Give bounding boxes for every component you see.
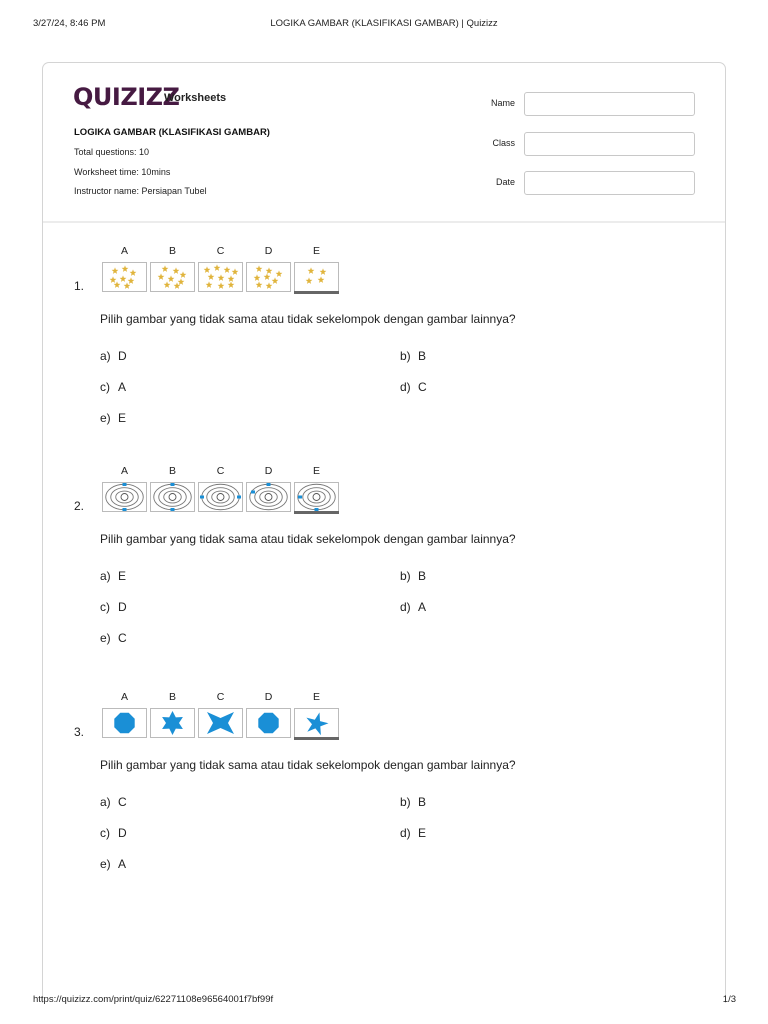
center-mark	[121, 494, 128, 501]
option-letters	[102, 691, 342, 705]
answer-option[interactable]	[400, 795, 426, 809]
option-value: B	[418, 795, 427, 809]
star-mark	[112, 267, 119, 274]
marker-dot	[237, 496, 241, 499]
center-mark	[313, 494, 320, 501]
figure-letter: D	[264, 245, 273, 257]
figure-letter: A	[120, 245, 128, 257]
option-value: C	[418, 380, 427, 394]
question-text: Pilih gambar yang tidak sama atau tidak sekelompok dengan gambar lainnya?	[100, 312, 516, 326]
figure-image	[103, 263, 146, 291]
ring-mark	[116, 491, 134, 503]
answer-option[interactable]	[100, 795, 127, 809]
name-label: Name	[490, 98, 515, 108]
star-mark	[266, 282, 273, 289]
option-key: e)	[100, 857, 111, 871]
worksheet-time: Worksheet time: 10mins	[74, 167, 171, 177]
figure-letter: E	[312, 465, 320, 477]
name-field[interactable]	[524, 92, 695, 116]
star-mark	[254, 274, 261, 281]
marker-dot	[298, 496, 302, 499]
star-mark	[204, 266, 211, 273]
option-letters	[102, 465, 342, 479]
ring-mark	[212, 491, 230, 503]
figure-letter: C	[216, 691, 225, 703]
option-key: d)	[400, 600, 411, 614]
option-key: a)	[100, 795, 111, 809]
figure-letter: A	[120, 465, 128, 477]
option-key: b)	[400, 569, 411, 583]
date-field[interactable]	[524, 171, 695, 195]
figure-letter: B	[168, 245, 176, 257]
star-mark	[110, 276, 117, 283]
star-mark	[306, 277, 313, 284]
figure-box	[198, 482, 243, 512]
marker-dot	[171, 483, 175, 486]
figure-letter: B	[168, 465, 176, 477]
figure-box	[150, 262, 195, 292]
star-mark	[228, 275, 235, 282]
center-mark	[169, 494, 176, 501]
star-mark	[256, 265, 263, 272]
option-value: D	[118, 349, 127, 363]
ring-mark	[159, 488, 187, 507]
star-mark	[308, 267, 315, 274]
figure-image	[199, 263, 242, 291]
print-url: https://quizizz.com/print/quiz/62271108e96564001f7bf99f	[33, 994, 274, 1005]
shape-mark	[162, 711, 183, 735]
star-mark	[173, 267, 180, 274]
print-datetime: 3/27/24, 8:46 PM	[33, 18, 106, 29]
figure-box	[198, 262, 243, 292]
ring-mark	[207, 488, 235, 507]
ring-mark	[255, 488, 283, 507]
figure-image	[103, 709, 146, 737]
star-mark	[266, 267, 273, 274]
answer-option[interactable]	[400, 569, 426, 583]
figure-image	[295, 263, 338, 291]
option-key: c)	[100, 826, 110, 840]
answer-option[interactable]	[100, 380, 126, 394]
option-key: b)	[400, 349, 411, 363]
figure-image	[151, 709, 194, 737]
figure-box	[198, 708, 243, 738]
center-mark	[265, 494, 272, 501]
option-value: A	[118, 857, 127, 871]
option-key: d)	[400, 380, 411, 394]
star-mark	[162, 265, 169, 272]
figure-letter: C	[216, 465, 225, 477]
figure-box	[150, 708, 195, 738]
star-mark	[318, 276, 325, 283]
star-mark	[120, 275, 127, 282]
answer-option[interactable]	[100, 631, 127, 645]
class-field[interactable]	[524, 132, 695, 156]
figure-image	[151, 483, 194, 511]
star-mark	[224, 266, 231, 273]
marker-dot	[123, 483, 127, 486]
product-label: Worksheets	[164, 92, 227, 104]
option-value: C	[118, 795, 127, 809]
shape-mark	[207, 712, 234, 734]
figure-box	[150, 482, 195, 512]
figure-box	[294, 482, 339, 512]
answer-option[interactable]	[100, 349, 127, 363]
worksheet-title: LOGIKA GAMBAR (KLASIFIKASI GAMBAR)	[74, 127, 270, 138]
option-key: e)	[100, 631, 111, 645]
figure-image	[295, 483, 338, 511]
ring-mark	[164, 491, 182, 503]
shape-mark	[114, 713, 134, 733]
shape-mark	[258, 713, 278, 733]
option-key: d)	[400, 826, 411, 840]
star-mark	[158, 273, 165, 280]
marker-dot	[267, 483, 271, 486]
worksheet-card	[42, 62, 726, 1003]
figure-box	[294, 262, 339, 292]
star-mark	[276, 270, 283, 277]
date-label: Date	[495, 177, 515, 187]
figure-image	[199, 483, 242, 511]
star-mark	[164, 281, 171, 288]
option-value: B	[418, 569, 427, 583]
figure-box	[102, 262, 147, 292]
print-title: LOGIKA GAMBAR (KLASIFIKASI GAMBAR) | Quizizz	[270, 18, 498, 29]
answer-option[interactable]	[100, 826, 127, 840]
figure-box	[294, 708, 339, 738]
question-text: Pilih gambar yang tidak sama atau tidak sekelompok dengan gambar lainnya?	[100, 532, 516, 546]
star-mark	[264, 273, 271, 280]
star-mark	[232, 268, 239, 275]
option-value: D	[118, 826, 127, 840]
figure-box	[246, 262, 291, 292]
answer-option[interactable]	[400, 826, 426, 840]
question-number: 3.	[74, 725, 85, 739]
star-mark	[178, 278, 185, 285]
star-mark	[122, 265, 129, 272]
figure-underline	[294, 511, 339, 514]
answer-option[interactable]	[100, 569, 126, 583]
star-mark	[128, 277, 135, 284]
question-number: 1.	[74, 279, 85, 293]
option-value: D	[118, 600, 127, 614]
star-mark	[214, 264, 221, 271]
answer-option[interactable]	[100, 411, 126, 425]
option-value: E	[418, 826, 427, 840]
figure-box	[102, 708, 147, 738]
class-label: Class	[492, 138, 515, 148]
option-key: e)	[100, 411, 111, 425]
star-mark	[228, 281, 235, 288]
star-mark	[208, 273, 215, 280]
figure-image	[247, 263, 290, 291]
center-mark	[217, 494, 224, 501]
answer-option[interactable]	[100, 600, 127, 614]
figure-box	[246, 482, 291, 512]
option-value: B	[418, 349, 427, 363]
star-mark	[180, 271, 187, 278]
figure-image	[199, 709, 242, 737]
option-value: A	[118, 380, 127, 394]
star-mark	[320, 268, 327, 275]
instructor-name: Instructor name: Persiapan Tubel	[74, 186, 207, 196]
figure-letter: A	[120, 691, 128, 703]
answer-option[interactable]	[400, 600, 426, 614]
quizizz-logo: QUIZIZZ	[73, 83, 180, 111]
star-mark	[272, 277, 279, 284]
ring-mark	[303, 488, 331, 507]
star-mark	[206, 281, 213, 288]
figure-letter: D	[264, 691, 273, 703]
figure-letter: E	[312, 691, 320, 703]
answer-option[interactable]	[400, 349, 426, 363]
figure-box	[246, 708, 291, 738]
figure-letter: D	[264, 465, 273, 477]
figure-letter: E	[312, 245, 320, 257]
star-mark	[218, 282, 225, 289]
figure-letter: C	[216, 245, 225, 257]
option-key: a)	[100, 349, 111, 363]
option-key: b)	[400, 795, 411, 809]
question-text: Pilih gambar yang tidak sama atau tidak sekelompok dengan gambar lainnya?	[100, 758, 516, 772]
marker-dot	[171, 508, 175, 511]
marker-dot	[251, 491, 255, 494]
figure-letter: B	[168, 691, 176, 703]
answer-option[interactable]	[100, 857, 126, 871]
figure-underline	[294, 291, 339, 294]
figure-image	[247, 709, 290, 737]
option-value: C	[118, 631, 127, 645]
ring-mark	[308, 491, 326, 503]
figure-image	[103, 483, 146, 511]
option-value: E	[118, 569, 127, 583]
total-questions: Total questions: 10	[74, 147, 150, 157]
worksheet-header	[43, 63, 725, 223]
shape-mark	[306, 712, 328, 735]
figure-image	[247, 483, 290, 511]
option-key: c)	[100, 380, 110, 394]
option-value: E	[118, 411, 127, 425]
star-mark	[256, 281, 263, 288]
figure-box	[102, 482, 147, 512]
option-key: a)	[100, 569, 111, 583]
option-value: A	[418, 600, 427, 614]
figure-underline	[294, 737, 339, 740]
option-letters	[102, 245, 342, 259]
star-mark	[130, 269, 137, 276]
option-key: c)	[100, 600, 110, 614]
marker-dot	[200, 496, 204, 499]
star-mark	[168, 275, 175, 282]
star-mark	[218, 274, 225, 281]
figure-image	[295, 709, 338, 737]
figure-image	[151, 263, 194, 291]
ring-mark	[260, 491, 278, 503]
page-number: 1/3	[722, 994, 736, 1005]
marker-dot	[123, 508, 127, 511]
question-number: 2.	[74, 499, 85, 513]
ring-mark	[111, 488, 139, 507]
answer-option[interactable]	[400, 380, 427, 394]
